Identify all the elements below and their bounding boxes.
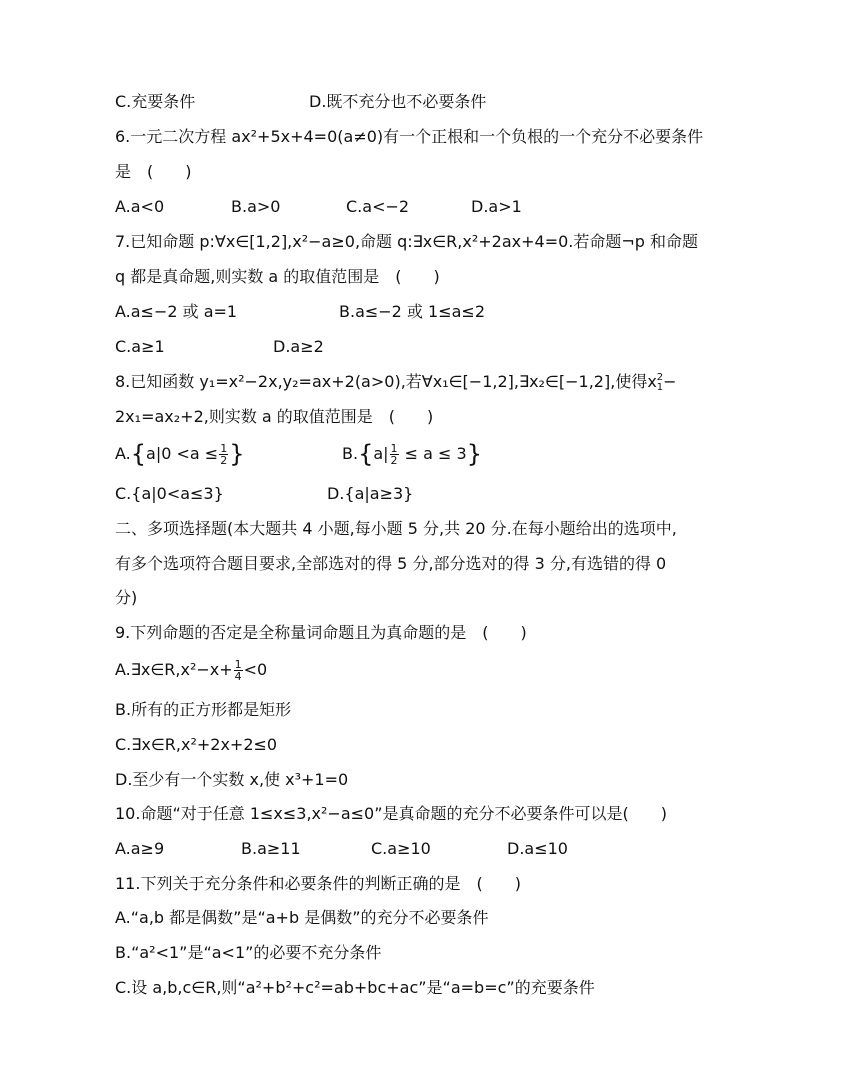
option-a-text: A.∃x∈R,x²−x+	[115, 660, 233, 679]
question-11-option-c: C.设 a,b,c∈R,则“a²+b²+c²=ab+bc+ac”是“a=b=c”的充要条件	[115, 978, 595, 997]
option-d: D.既不充分也不必要条件	[309, 92, 487, 111]
option-d: D.a≥2	[273, 337, 324, 356]
section-2-heading-end: 分)	[115, 588, 138, 607]
question-8-stem	[115, 370, 677, 394]
option-b-label: B.	[342, 444, 359, 463]
minus-sign: −	[663, 372, 677, 391]
fraction	[390, 443, 399, 466]
option-b: B.a≥11	[241, 839, 301, 858]
question-6-stem-cont: 是 ( )	[115, 162, 192, 181]
question-9-option-b: B.所有的正方形都是矩形	[115, 700, 292, 719]
denominator: 4	[234, 670, 242, 683]
option-b: B.a>0	[231, 197, 281, 216]
question-11-stem: 11.下列关于充分条件和必要条件的判断正确的是 ( )	[115, 874, 521, 893]
option-c: C.充要条件	[115, 92, 196, 111]
numerator: 1	[390, 442, 398, 455]
option-d: D.{a|a≥3}	[327, 484, 414, 503]
right-brace: }	[229, 440, 245, 468]
option-a	[115, 442, 244, 466]
section-2-heading: 二、多项选择题(本大题共 4 小题,每小题 5 分,共 20 分.在每小题给出的选项中,	[115, 519, 677, 538]
set-condition: a|0 <a ≤	[146, 444, 219, 463]
right-brace: }	[466, 440, 482, 468]
option-a: A.a≥9	[115, 839, 165, 858]
subscript: 1	[656, 381, 664, 393]
superscript: 2	[656, 371, 664, 383]
option-a: A.a<0	[115, 197, 165, 216]
set-var: a|	[373, 444, 389, 463]
inequality: <0	[243, 660, 268, 679]
option-c: C.a≥10	[371, 839, 431, 858]
question-6-stem: 6.一元二次方程 ax²+5x+4=0(a≠0)有一个正根和一个负根的一个充分不必要条件	[115, 127, 704, 146]
fraction	[234, 659, 243, 682]
option-c: C.a<−2	[346, 197, 410, 216]
question-11-option-b: B.“a²<1”是“a<1”的必要不充分条件	[115, 943, 382, 962]
question-8-stem-cont: 2x₁=ax₂+2,则实数 a 的取值范围是 ( )	[115, 407, 434, 426]
option-b: B.a≤−2 或 1≤a≤2	[339, 302, 486, 321]
left-brace: {	[130, 440, 147, 468]
question-10-stem: 10.命题“对于任意 1≤x≤3,x²−a≤0”是真命题的充分不必要条件可以是( )	[115, 804, 668, 823]
question-8-stem-text: 8.已知函数 y₁=x²−2x,y₂=ax+2(a>0),若∀x₁∈[−1,2],∃x₂∈[−1,2],使得x	[115, 372, 657, 391]
option-c: C.a≥1	[115, 337, 165, 356]
fraction	[219, 443, 228, 466]
question-7-stem-cont: q 都是真命题,则实数 a 的取值范围是 ( )	[115, 267, 440, 286]
question-11-option-a: A.“a,b 都是偶数”是“a+b 是偶数”的充分不必要条件	[115, 908, 489, 927]
option-c: C.{a|0<a≤3}	[115, 484, 224, 503]
question-9-stem: 9.下列命题的否定是全称量词命题且为真命题的是 ( )	[115, 623, 527, 642]
option-d: D.a≤10	[507, 839, 568, 858]
section-2-heading-cont: 有多个选项符合题目要求,全部选对的得 5 分,部分选对的得 3 分,有选错的得 0	[115, 554, 667, 573]
option-b	[342, 442, 482, 466]
numerator: 1	[220, 442, 228, 455]
question-7-stem: 7.已知命题 p:∀x∈[1,2],x²−a≥0,命题 q:∃x∈R,x²+2ax+4=0.若命题¬p 和命题	[115, 232, 699, 251]
question-9-option-c: C.∃x∈R,x²+2x+2≤0	[115, 735, 278, 754]
question-9-option-d: D.至少有一个实数 x,使 x³+1=0	[115, 770, 349, 789]
left-brace: {	[358, 440, 374, 468]
denominator: 2	[390, 454, 398, 467]
set-condition: ≤ a ≤ 3	[399, 444, 467, 463]
option-d: D.a>1	[471, 197, 522, 216]
denominator: 2	[220, 454, 228, 467]
numerator: 1	[234, 658, 242, 671]
option-a: A.a≤−2 或 a=1	[115, 302, 238, 321]
option-a-label: A.	[115, 444, 131, 463]
question-9-option-a	[115, 658, 267, 682]
